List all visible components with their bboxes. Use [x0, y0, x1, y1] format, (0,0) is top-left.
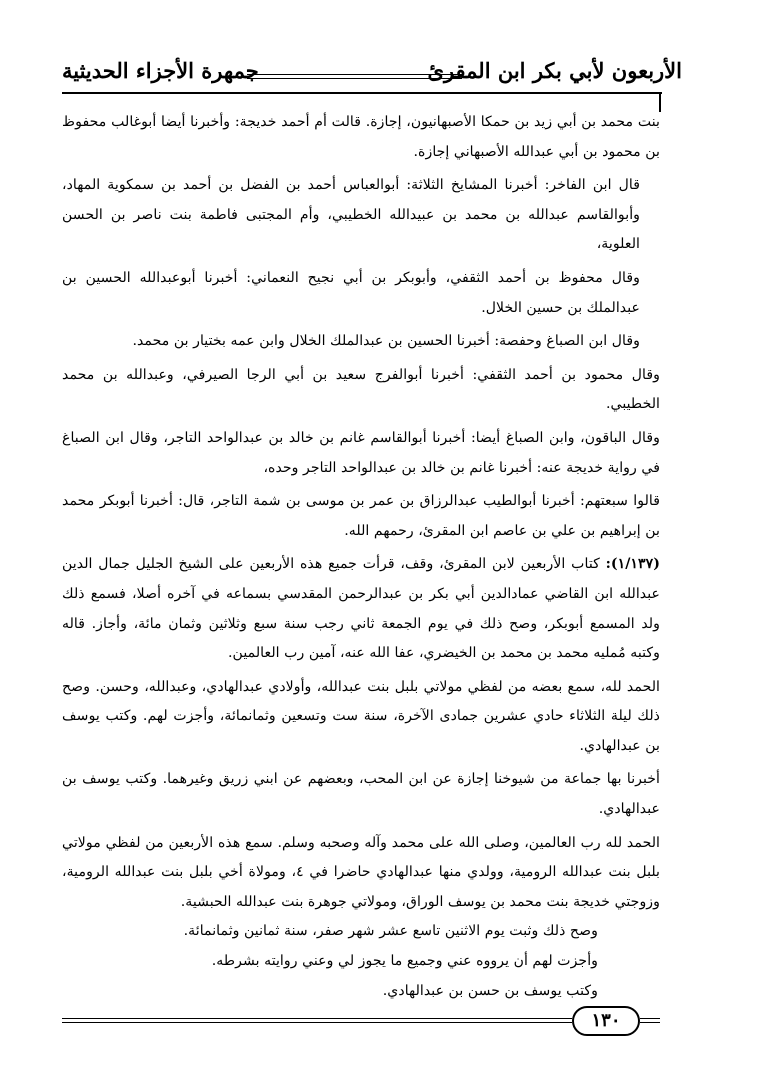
manuscript-folio-ref: (١/١٣٧): [605, 556, 660, 573]
paragraph [62, 327, 660, 357]
paragraph [62, 765, 660, 824]
text-line: وقال محفوظ بن أحمد الثقفي، وأبوبكر بن أبي نجيح النعماني: أخبرنا أبوعبدالله الحسين بن [62, 269, 640, 286]
paragraph [62, 673, 660, 762]
text-line: مولاتي بلبل بنت عبدالله الرومية، وولدي منها عبدالهادي حاضرا في ٤، ومولاة أخي بلبل بنت [62, 834, 661, 881]
paragraph [62, 947, 660, 977]
series-title: جمهرة الأجزاء الحديثية [62, 58, 259, 83]
text-line: أبوغالب محفوظ بن محمود بن أبي عبدالله الأصبهاني إجازة. [62, 114, 660, 160]
text-line: يوسف بن عبدالهادي. [62, 771, 660, 818]
text-line: عبدالملك بن حسين الخلال. [481, 299, 640, 316]
text-line: وأجزت لهم أن يرووه عني وجميع ما يجوز لي وعني روايته بشرطه. [211, 953, 598, 970]
paragraph [62, 108, 660, 167]
paragraph [62, 550, 660, 668]
paragraph [62, 361, 660, 420]
paragraph [62, 424, 660, 483]
text-line: الحمد لله، سمع بعضه من لفظي مولاتي بلبل بنت عبدالله، وأولادي عبدالهادي، وعبدالله، [144, 678, 660, 695]
text-line: وأجزت لهم. وكتب يوسف بن عبدالهادي. [62, 708, 660, 754]
paragraph [62, 264, 660, 323]
text-line: عبدالله الرومية، وزوجتي خديجة بنت محمد بن يوسف الوراق، ومولاتي جوهرة بنت عبدالله [62, 864, 660, 910]
text-line: وصح ذلك وثبت يوم الاثنين تاسع عشر شهر صفر، سنة ثمانين وثمانمائة. [183, 923, 598, 940]
text-line: وكتب يوسف بن حسن بن عبدالهادي. [382, 982, 598, 999]
text-line: كتاب الأربعين لابن المقرئ، وقف، قرأت جميع هذه الأربعين على الشيخ الجليل جمال [98, 556, 606, 573]
text-line: بنت محمد بن أبي زيد بن حمكا الأصبهانيون، إجازة. قالت أم أحمد خديجة: وأخبرنا أيضا [160, 114, 660, 130]
page-number: ١٣٠ [572, 1006, 640, 1036]
text-line: وحسن. وصح ذلك ليلة الثلاثاء حادي عشرين جمادى الآخرة، سنة ست وتسعين وثمانمائة، [62, 678, 661, 725]
footer-ornament-rule-right [640, 1018, 660, 1023]
page-body [62, 108, 660, 1006]
paragraph [62, 487, 660, 546]
text-line: وقال ابن الصباغ وحفصة: أخبرنا الحسين بن عبدالملك الخلال وابن عمه بختيار بن محمد. [132, 333, 640, 350]
text-line: الصباغ في رواية خديجة عنه: أخبرنا غانم بن خالد بن عبدالواحد التاجر وحده، [62, 429, 660, 476]
text-line: وقال محمود بن أحمد الثقفي: أخبرنا أبوالفرج سعيد بن أبي الرجا الصيرفي، وعبدالله بن محمد [62, 366, 660, 383]
text-line: محمد بن إبراهيم بن علي بن عاصم ابن المقرئ، رحمهم الله. [62, 493, 660, 539]
paragraph [62, 977, 660, 1007]
text-line: وأبوالقاسم عبدالله بن محمد بن عبيدالله الخطيبي، وأم المجتبى فاطمة بنت ناصر بن الحسن العلوية، [62, 206, 640, 253]
text-line: الدين عبدالله ابن القاضي عمادالدين أبي بكر بن عبدالرحمن المقدسي بسماعه في آخره أصلا، فسمع [62, 556, 660, 602]
paragraph [62, 917, 660, 947]
text-line: ذلك ولد المسمع أبوبكر، وصح ذلك في يوم الجمعة ثاني رجب سنة سبع وثلاثين وثمان مائة، [62, 585, 660, 632]
header-ornament-rule [247, 74, 462, 79]
text-line: وقال الباقون، وابن الصباغ أيضا: أخبرنا أبوالقاسم غانم بن خالد بن عبدالواحد التاجر، وقال ابن [105, 429, 660, 446]
text-line: قالوا سبعتهم: أخبرنا أبوالطيب عبدالرزاق بن عمر بن موسى بن شمة التاجر، قال: أخبرنا أبوبكر [99, 493, 660, 510]
paragraph [62, 171, 660, 260]
paragraph [62, 829, 660, 918]
header-divider [62, 92, 662, 94]
text-line: أخبرنا بها جماعة من شيوخنا إجازة عن ابن المحب، وبعضهم عن ابني زريق وغيرهما. وكتب [125, 771, 660, 788]
text-line: الخطيبي. [606, 396, 660, 413]
text-line: الحمد لله رب العالمين، وصلى الله على محمد وآله وصحبه وسلم. سمع هذه الأربعين من لفظي [105, 834, 660, 851]
text-line: وأجاز. قاله وكتبه مُمليه محمد بن محمد بن الخيضري، عفا الله عنه، آمين رب العالمين. [62, 615, 660, 662]
book-title: الأربعون لأبي بكر ابن المقرئ [427, 58, 682, 83]
footer-ornament-rule [62, 1018, 572, 1023]
text-line: الحبشية. [180, 893, 232, 910]
text-line: قال ابن الفاخر: أخبرنا المشايخ الثلاثة: أبوالعباس أحمد بن الفضل بن أحمد بن سمكوية المهاد، [62, 177, 640, 194]
